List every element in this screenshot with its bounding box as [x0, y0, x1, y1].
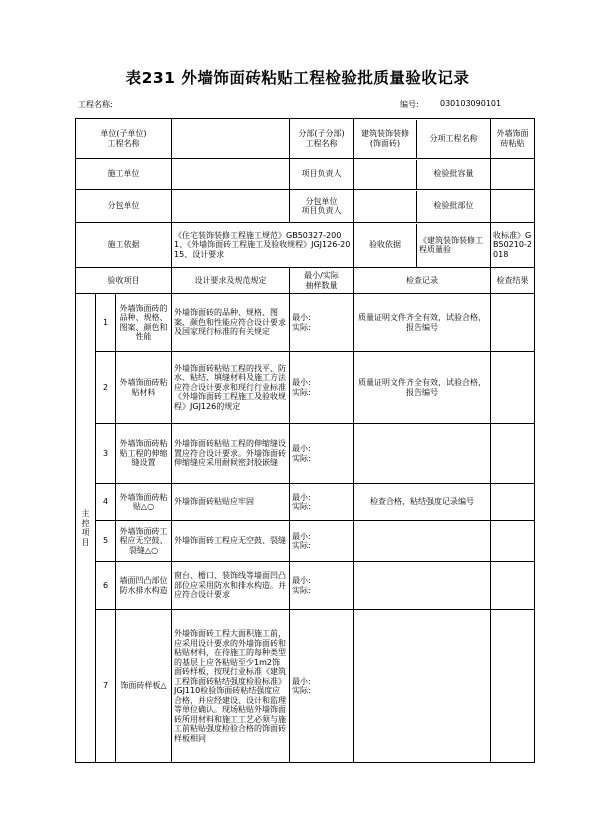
row-number: 3	[96, 424, 116, 484]
row-result[interactable]	[491, 610, 535, 763]
sample-min-label: 最小:	[292, 378, 311, 387]
acceptance-basis-value-b: 收标准》GB50210-2018	[491, 223, 535, 268]
row-record: 质量证明文件齐全有效，试验合格，报告编号	[354, 294, 491, 352]
sample-actual-label: 实际:	[292, 387, 311, 397]
header-row-subcontract	[76, 190, 535, 223]
row-number: 1	[96, 294, 116, 352]
acceptance-basis-value-a: 《建筑装饰装修工程质量验	[419, 235, 484, 254]
table-row	[76, 352, 535, 424]
row-record	[354, 562, 491, 610]
sample-min-label: 最小:	[292, 531, 311, 541]
row-item: 外墙饰面砖粘贴△○	[116, 484, 172, 521]
row-number: 7	[96, 610, 116, 763]
row-number: 4	[96, 484, 116, 521]
sample-min-label: 最小:	[292, 313, 311, 322]
sample-actual-label: 实际:	[292, 686, 311, 695]
subcontract-unit-label: 分包单位	[76, 190, 172, 223]
sample-actual-label: 实际:	[292, 541, 311, 550]
row-number: 2	[96, 352, 116, 424]
row-sample[interactable]	[290, 424, 354, 484]
row-sample[interactable]	[290, 352, 354, 424]
row-requirement: 外墙饰面砖工程应无空鼓、裂缝	[172, 521, 290, 562]
row-record	[354, 424, 491, 484]
subdivision-label: 分部(子分部) 工程名称	[290, 119, 354, 159]
row-result[interactable]	[491, 352, 535, 424]
document-title: 表231 外墙饰面砖粘贴工程检验批质量验收记录	[125, 69, 470, 87]
row-requirement: 外墙饰面砖粘贴工程的找平、防水、粘结、填缝材料及施工方法应符合设计要求和现行行业标准《外墙饰面砖工程施工及验收规程》JGJ126的规定	[172, 352, 290, 424]
table-row	[76, 562, 535, 610]
col-result: 检查结果	[491, 268, 535, 294]
sample-min-label: 最小:	[292, 576, 311, 585]
row-item: 外墙饰面砖的品种、规格、图案、颜色和性能	[116, 294, 172, 352]
batch-location-value[interactable]	[491, 190, 535, 223]
sample-min-label: 最小:	[292, 676, 311, 686]
sample-actual-label: 实际:	[292, 322, 311, 332]
main-control-label-char: 主	[81, 509, 90, 518]
row-requirement: 窗台、檐口、装饰线等墙面凹凸部位应采用防水和排水构造。并应符合设计要求	[172, 562, 290, 610]
header-row-basis	[76, 223, 535, 268]
row-item: 外墙饰面砖粘贴材料	[116, 352, 172, 424]
column-header-row	[76, 268, 535, 294]
row-record	[354, 521, 491, 562]
batch-location-label: 检验批部位	[433, 201, 474, 211]
row-record	[354, 610, 491, 763]
unit-name-label: 单位(子单位) 工程名称	[76, 119, 172, 159]
code-value: 030103090101	[440, 99, 502, 108]
unit-name-value[interactable]	[172, 119, 290, 159]
row-requirement: 外墙饰面砖粘贴工程的伸缩缝设置应符合设计要求。外墙饰面砖伸缩缝应采用耐候密封胶嵌缝	[172, 424, 290, 484]
row-sample[interactable]	[290, 562, 354, 610]
main-control-label	[76, 294, 96, 763]
main-control-label-char: 控	[81, 518, 90, 528]
subitem-label: 分项工程名称	[429, 133, 478, 143]
row-item: 饰面砖样板△	[116, 610, 172, 763]
row-result[interactable]	[491, 562, 535, 610]
subcontract-manager-label: 分包单位 项目负责人	[290, 190, 354, 223]
table-row	[76, 424, 535, 484]
row-result[interactable]	[491, 521, 535, 562]
header-row-unit	[76, 119, 535, 159]
col-item: 验收项目	[76, 268, 172, 294]
row-requirement: 外墙饰面砖工程大面积施工前，应采用设计要求的外墙饰面砖和粘贴材料，在待施工的每种类型的基层上应各粘贴至少1m2饰面砖样板，按现行业标准《建筑工程饰面砖粘结强度检验标准》JGJ110检验饰面砖粘结强度应合格，并应经建设、设计和监理等单位确认。现场粘贴外墙饰面砖所用材料和施工工艺必须与施工前粘贴强度检验合格的饰面砖样板相同	[172, 610, 290, 763]
sample-actual-label: 实际:	[292, 453, 311, 463]
row-result[interactable]	[491, 294, 535, 352]
sample-actual-label: 实际:	[292, 585, 311, 595]
subcontract-manager-value[interactable]	[354, 191, 417, 222]
batch-capacity-value[interactable]	[491, 159, 535, 190]
row-record: 质量证明文件齐全有效，试验合格，报告编号	[354, 352, 491, 424]
subdivision-value: 建筑装饰装修 (饰面砖)	[354, 120, 417, 158]
row-sample[interactable]	[290, 294, 354, 352]
row-record: 检查合格，粘结强度记录编号	[354, 484, 491, 521]
row-result[interactable]	[491, 484, 535, 521]
row-requirement: 外墙饰面砖的品种、规格、图案、颜色和性能应符合设计要求及国家现行标准的有关规定	[172, 294, 290, 352]
acceptance-basis-label: 验收依据	[354, 224, 417, 267]
subcontract-unit-value[interactable]	[172, 190, 290, 223]
construction-unit-label: 施工单位	[76, 159, 172, 190]
main-control-label-char: 项	[81, 528, 90, 537]
col-sample: 最小/实际 抽样数量	[290, 268, 354, 294]
row-sample[interactable]	[290, 610, 354, 763]
project-manager-label: 项目负责人	[290, 159, 354, 190]
row-sample[interactable]	[290, 521, 354, 562]
basis-value: 《住宅装饰装修工程施工规范》GB50327-2001、《外墙饰面砖工程施工及验收规程》JGJ126-2015、设计要求	[172, 223, 354, 268]
row-number: 5	[96, 521, 116, 562]
col-record: 检查记录	[354, 268, 491, 294]
subitem-value: 外墙饰面砖粘贴	[491, 119, 535, 159]
sample-actual-label: 实际:	[292, 502, 311, 511]
acceptance-record-table	[75, 118, 535, 763]
main-control-label-char: 目	[81, 537, 90, 547]
row-result[interactable]	[491, 424, 535, 484]
table-row	[76, 294, 535, 352]
code-label: 编号:	[400, 100, 419, 109]
basis-label: 施工依据	[76, 223, 172, 268]
construction-unit-value[interactable]	[172, 159, 290, 190]
col-requirement: 设计要求及规范规定	[172, 268, 290, 294]
row-item: 外墙饰面砖工程应无空鼓、裂缝△○	[116, 521, 172, 562]
table-row	[76, 484, 535, 521]
batch-capacity-label: 检验批容量	[433, 169, 474, 179]
row-sample[interactable]	[290, 484, 354, 521]
project-manager-value[interactable]	[354, 160, 417, 189]
row-requirement: 外墙饰面砖粘贴应牢固	[172, 484, 290, 521]
table-row	[76, 521, 535, 562]
row-item: 墙面凹凸部位防水排水构造	[116, 562, 172, 610]
project-name-label: 工程名称:	[78, 100, 113, 109]
row-number: 6	[96, 562, 116, 610]
sample-min-label: 最小:	[292, 444, 311, 453]
header-row-construction	[76, 159, 535, 190]
row-item: 外墙饰面砖粘贴工程的伸缩缝设置	[116, 424, 172, 484]
sample-min-label: 最小:	[292, 492, 311, 502]
table-row	[76, 610, 535, 763]
